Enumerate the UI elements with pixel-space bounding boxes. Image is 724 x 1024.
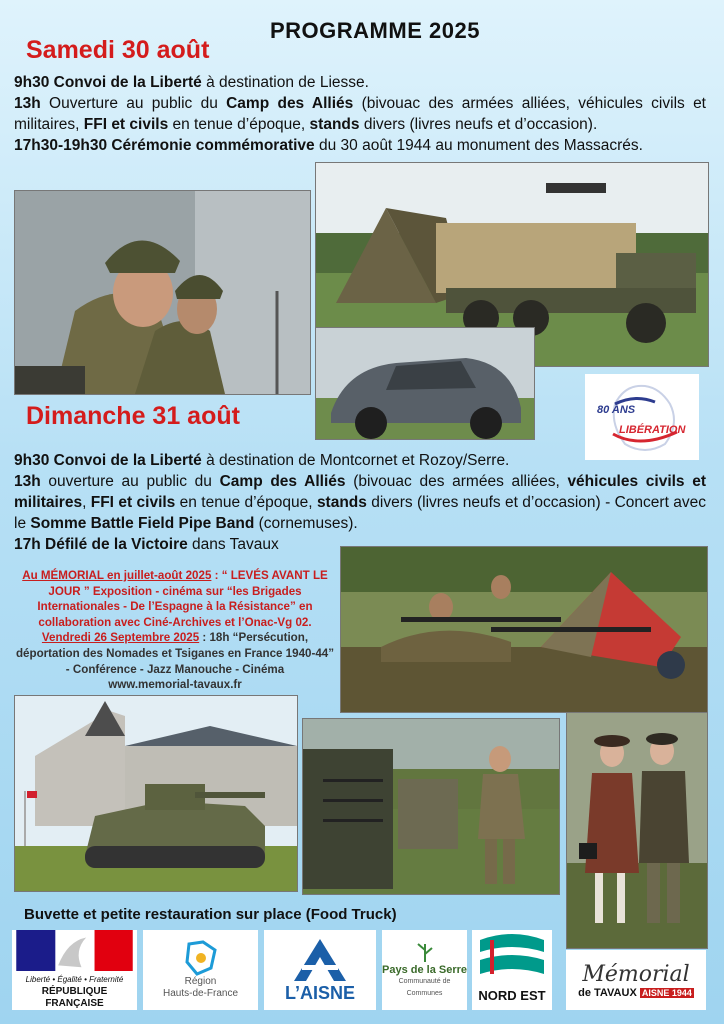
period-couple-photo (566, 712, 708, 949)
badge-line2: LIBÉRATION (619, 424, 686, 436)
soldiers-camp-photo (340, 546, 708, 713)
saturday-title: Samedi 30 août (26, 36, 210, 64)
memorial-de-tavaux: de TAVAUX (578, 986, 637, 999)
ca-region: NORD EST (478, 988, 546, 1003)
credit-agricole-logo (472, 930, 552, 1010)
80-years-liberation-badge (585, 374, 699, 460)
tank-church-photo (14, 695, 298, 892)
aisne-name: L’AISNE (284, 982, 355, 1003)
memorial-script: Mémorial (582, 961, 690, 987)
hauts-de-france-logo (143, 930, 258, 1010)
buvette-text: Buvette et petite restauration sur place (Food Truck) (24, 906, 397, 923)
sunday-title: Dimanche 31 août (26, 402, 240, 430)
pays-name: Pays de la Serre (382, 964, 467, 976)
soldiers-photo (14, 190, 311, 395)
rf-motto: Liberté • Égalité • Fraternité (25, 975, 124, 984)
aisne-logo (264, 930, 376, 1010)
memorial-tavaux-logo (566, 950, 706, 1010)
vintage-car-photo (315, 327, 535, 440)
pays-de-la-serre-logo (382, 930, 467, 1010)
badge-line1: 80 ANS (597, 404, 636, 416)
memorial-year: AISNE 1944 (641, 987, 692, 998)
republique-francaise-logo (12, 930, 137, 1010)
memorial-info: Au MÉMORIAL en juillet-août 2025 : “ LEVÉS AVANT LE JOUR ” Exposition - cinéma sur “les Brigades Internationales - De l’Espagne à la Résistance” en collaboration avec Ciné-Archives et l’Onac-Vg 02. Vendredi 26 Septembre 2025 : 18h “Persécution, déportation des Nomades et Tsiganes en France 1940-44” - Conférence - Jazz Manouche - Cinéma www.memorial-tavaux.fr (15, 569, 335, 692)
sunday-program: 9h30 Convoi de la Liberté à destination de Montcornet et Rozoy/Serre. 13h ouverture au public du Camp des Alliés (bivouac des armées alliées, véhicules civils et militaires, FFI et civils en tenue d’époque, stands divers (livres neufs et d’occasion) - Concert avec le Somme Battle Field Pipe Band (cornemuses). 17h Défilé de la Victoire dans Tavaux (14, 452, 707, 553)
program-title: PROGRAMME 2025 (270, 18, 480, 43)
memorial-url[interactable]: www.memorial-tavaux.fr (108, 678, 242, 692)
saturday-program: 9h30 Convoi de la Liberté à destination de Liesse. 13h Ouverture au public du Camp des Alliés (bivouac des armées alliées, véhicules civils et militaires, FFI et civils en tenue d’époque, stands divers (livres neufs et d’occasion). 17h30-19h30 Cérémonie commémorative du 30 août 1944 au monument des Massacrés. (14, 74, 706, 154)
pays-subtitle: Communauté de Communes (398, 978, 451, 997)
equipment-display-photo (302, 718, 560, 895)
hdf-name: Hauts-de-France (162, 988, 239, 999)
rf-name: RÉPUBLIQUE FRANÇAISE (41, 986, 108, 1009)
hdf-region: Région (184, 976, 217, 987)
